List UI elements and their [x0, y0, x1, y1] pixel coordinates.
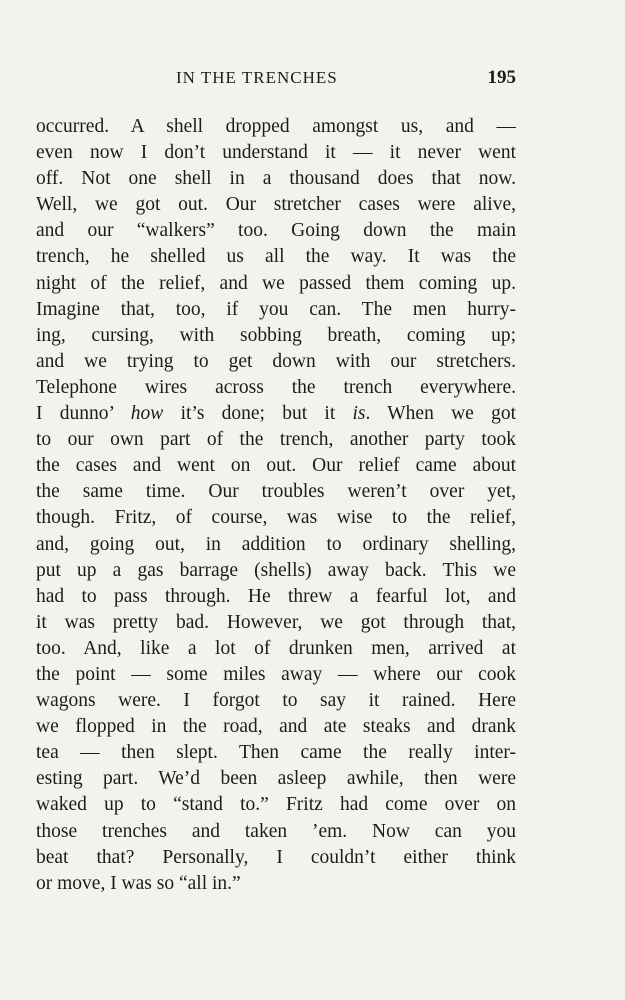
emphasis: is: [352, 403, 366, 425]
text-line: beat that? Personally, I couldn’t either think: [36, 846, 516, 868]
text-line: esting part. We’d been asleep awhile, then were: [36, 768, 516, 790]
text-line: the same time. Our troubles weren’t over yet,: [36, 481, 516, 503]
emphasis: how: [130, 403, 164, 425]
running-head-title: IN THE TRENCHES: [176, 68, 338, 87]
running-head: [36, 68, 516, 94]
page-number: 195: [487, 67, 516, 88]
text-line: had to pass through. He threw a fearful lot, and: [36, 585, 516, 607]
text-line: the cases and went on out. Our relief came about: [36, 455, 516, 477]
text-line: too. And, like a lot of drunken men, arrived at: [36, 637, 516, 659]
text-line: though. Fritz, of course, was wise to the relief,: [36, 507, 516, 529]
text-line: Imagine that, too, if you can. The men hurry-: [36, 298, 516, 320]
text-line: put up a gas barrage (shells) away back. This we: [36, 559, 516, 581]
body-text: [36, 114, 516, 897]
text-line: even now I don’t understand it — it never went: [36, 142, 516, 164]
text-line: and, going out, in addition to ordinary shelling,: [36, 533, 516, 555]
text-line: waked up to “stand to.” Fritz had come over on: [36, 794, 516, 816]
text-line: ing, cursing, with sobbing breath, coming up;: [36, 324, 516, 346]
text-line: Well, we got out. Our stretcher cases were alive,: [36, 194, 516, 216]
text-line: and our “walkers” too. Going down the main: [36, 220, 516, 242]
text-line: Telephone wires across the trench everywhere.: [36, 376, 516, 398]
text-line: night of the relief, and we passed them coming up.: [36, 272, 516, 294]
text-line: we flopped in the road, and ate steaks and drank: [36, 716, 516, 738]
text-line: tea — then slept. Then came the really inter-: [36, 742, 516, 764]
text-line: I dunno’ how it’s done; but it is. When we got: [36, 403, 516, 425]
text-line: occurred. A shell dropped amongst us, and —: [36, 116, 516, 137]
text-line: off. Not one shell in a thousand does that now.: [36, 168, 516, 190]
text-line: those trenches and taken ’em. Now can you: [36, 820, 516, 842]
text-line: wagons were. I forgot to say it rained. Here: [36, 690, 516, 712]
text-line: and we trying to get down with our stretchers.: [36, 350, 516, 372]
text-line: trench, he shelled us all the way. It was the: [36, 246, 516, 268]
text-line: or move, I was so “all in.”: [36, 872, 241, 894]
text-line: to our own part of the trench, another party took: [36, 429, 516, 451]
text-line: it was pretty bad. However, we got through that,: [36, 611, 516, 633]
text-line: the point — some miles away — where our cook: [36, 663, 516, 685]
